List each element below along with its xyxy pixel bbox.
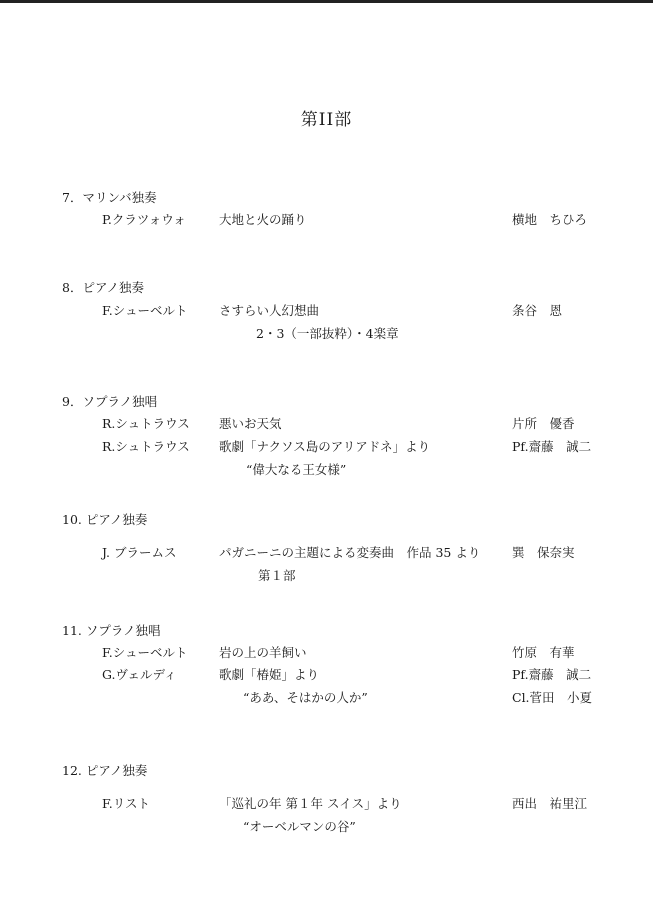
- work-title: 歌劇「椿姫」より: [219, 667, 320, 682]
- performer: 巽 保奈実: [512, 545, 575, 560]
- performer: 片所 優香: [512, 416, 575, 431]
- section-heading: 7．マリンバ独奏: [62, 190, 157, 205]
- work-title: 歌劇「ナクソス島のアリアドネ」より: [219, 439, 431, 454]
- composer: R.シュトラウス: [102, 416, 190, 431]
- performer: Pf.齋藤 誠二: [512, 667, 592, 682]
- work-detail: “偉大なる王女様”: [246, 462, 347, 477]
- composer: F.シューベルト: [102, 645, 188, 660]
- section-heading: 10. ピアノ独奏: [62, 512, 148, 527]
- performer: 竹原 有華: [512, 645, 575, 660]
- section-heading: 9．ソプラノ独唱: [62, 394, 158, 409]
- section-heading: 8．ピアノ独奏: [62, 280, 144, 295]
- work-title: 岩の上の羊飼い: [219, 645, 307, 660]
- performer: Cl.菅田 小夏: [512, 690, 593, 705]
- section-heading: 12. ピアノ独奏: [62, 763, 148, 778]
- page-title: 第II部: [300, 110, 353, 130]
- work-detail: “ああ、そはかの人か”: [243, 690, 368, 705]
- work-title: 悪いお天気: [219, 416, 282, 431]
- performer: Pf.齋藤 誠二: [512, 439, 592, 454]
- composer: G.ヴェルディ: [102, 667, 177, 682]
- scan-top-edge: [0, 0, 653, 3]
- work-detail: “オーベルマンの谷”: [243, 819, 356, 834]
- performer: 西出 祐里江: [512, 796, 588, 811]
- work-title: 大地と火の踊り: [219, 212, 307, 227]
- composer: R.シュトラウス: [102, 439, 190, 454]
- section-heading: 11. ソプラノ独唱: [62, 623, 161, 638]
- composer: P.クラツォウォ: [102, 212, 186, 227]
- work-title: パガニーニの主題による変奏曲 作品 35 より: [219, 545, 481, 560]
- work-detail: 第１部: [258, 568, 296, 583]
- composer: J. ブラームス: [102, 545, 177, 560]
- work-title: 「巡礼の年 第１年 スイス」より: [219, 796, 402, 811]
- work-detail: 2・3（一部抜粋）・4楽章: [256, 326, 399, 341]
- performer: 横地 ちひろ: [512, 212, 588, 227]
- composer: F.シューベルト: [102, 303, 188, 318]
- work-title: さすらい人幻想曲: [219, 303, 320, 318]
- composer: F.リスト: [102, 796, 150, 811]
- performer: 条谷 恩: [512, 303, 563, 318]
